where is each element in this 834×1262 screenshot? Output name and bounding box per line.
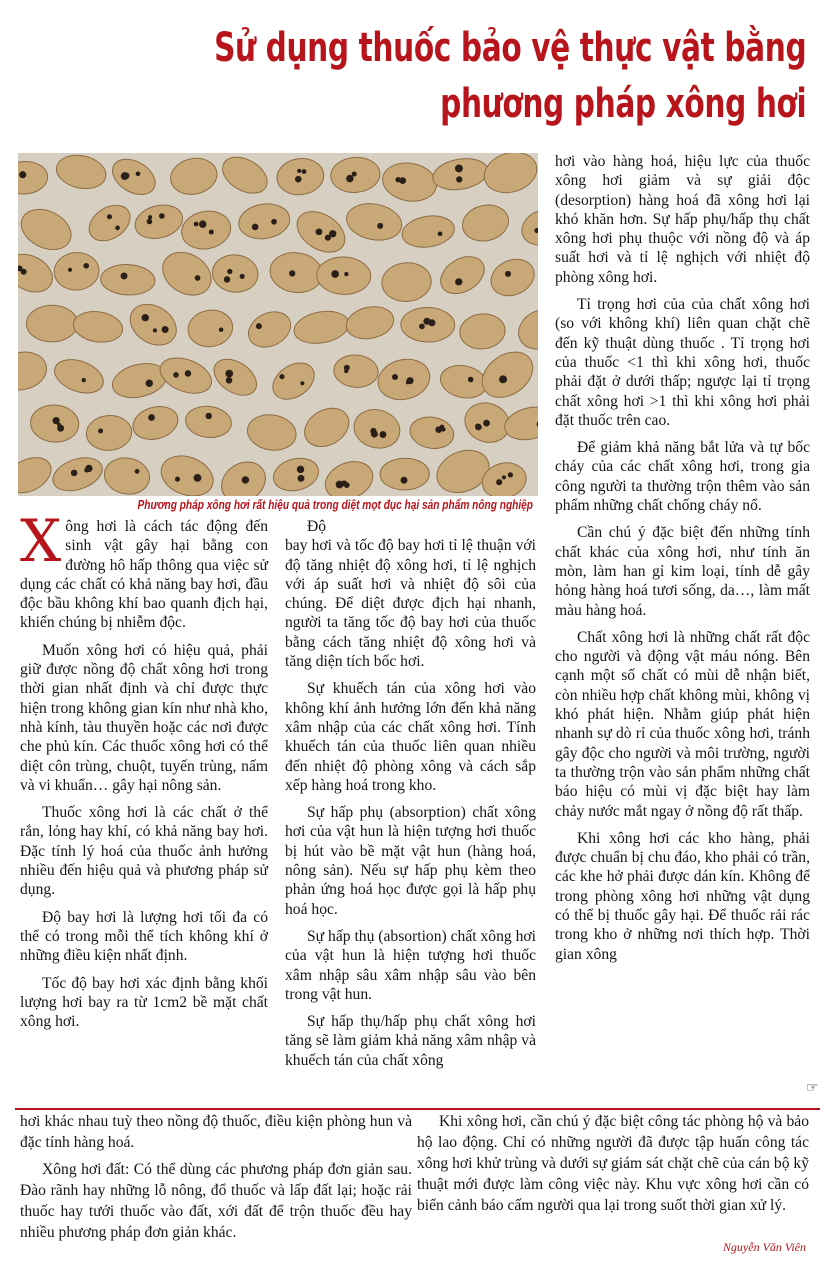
bean <box>211 253 260 295</box>
bore-hole <box>300 381 304 385</box>
bean <box>270 454 322 496</box>
paragraph-8: Sự hấp phụ (absorption) chất xông hơi của vật hun là hiện tượng hơi thuốc bị hút vào bề mặt vật hun (hàng hoá, nông sản). Nếu sự hấp phụ kèm theo phản ứng hoá học được gọi là hấp phụ hoá học. <box>285 804 536 918</box>
paragraph-2: Muốn xông hơi có hiệu quả, phải giữ được nồng độ chất xông hơi trong thời gian nhất định và chỉ được thực hiện trong không gian kín như nhà kho, nhà kính, tàu thuyền hoặc các nơi được che phủ kín. Các thuốc xông hơi có thể diệt côn trùng, chuột, tuyến trùng, nấm và vi khuẩn… gây hại nông sản. <box>20 641 268 794</box>
bean <box>344 199 405 244</box>
bean <box>71 308 124 345</box>
bean <box>316 256 371 295</box>
paragraph-1: Xông hơi là cách tác động đến sinh vật gây hại bằng con đường hô hấp thông qua việc sử dụng các chất có khả năng bay hơi, đầu độc bầu không khí bao quanh địch hại, khiến chúng bị nhiễm độc. <box>20 507 268 632</box>
bore-hole <box>377 223 383 229</box>
bean <box>459 201 512 246</box>
bean <box>185 307 235 350</box>
bore-hole <box>159 213 165 219</box>
bean <box>458 312 507 351</box>
bean <box>18 347 50 394</box>
bore-hole <box>279 374 284 379</box>
bore-hole <box>271 219 277 225</box>
bore-hole <box>302 169 307 174</box>
bore-hole <box>224 276 230 282</box>
bore-hole <box>336 481 344 489</box>
bore-hole <box>173 372 179 378</box>
bean <box>434 249 491 301</box>
bore-hole <box>136 171 141 176</box>
bean <box>214 454 273 496</box>
paragraph-15: Chất xông hơi là những chất rất độc cho người và động vật máu nóng. Bên cạnh một số chất có mùi dễ nhận biết, còn nhiều hợp chất không mùi, không vị khó phát hiện. Nhằm giúp phát hiện nhanh sự dò rỉ của thuốc xông hơi, tránh gây độc cho người và môi trường, người ta thường trộn vào sản phẩm những chất báo hiệu có mùi vị đặc biệt hay làm chảy nước mắt ngay ở nồng độ rất thấp. <box>555 628 810 820</box>
bore-hole <box>185 370 192 377</box>
bean <box>129 402 182 445</box>
bore-hole <box>83 263 89 269</box>
bean <box>216 153 273 201</box>
bore-hole <box>344 272 348 276</box>
bore-hole <box>107 214 112 219</box>
bore-hole <box>401 477 408 484</box>
paragraph-10: Sự hấp thụ/hấp phụ chất xông hơi tăng sẽ làm giảm khả năng xâm nhập và khuếch tán của chất xông <box>285 1013 536 1069</box>
paragraph-17: hơi khác nhau tuỳ theo nồng độ thuốc, điều kiện phòng hun và đặc tính hàng hoá. <box>20 1113 412 1151</box>
bean <box>474 343 538 407</box>
bean <box>49 452 107 496</box>
paragraph-14: Cần chú ý đặc biệt đến những tính chất khác của xông hơi, như tính ăn mòn, làm han gỉ kim loại, tính dễ gây hỏng hàng hoá tươi sống, da…, làm mất màu hàng hoá. <box>555 524 810 619</box>
paragraph-16: Khi xông hơi các kho hàng, phải được chuẩn bị chu đáo, kho phải có trần, các khe hở phải được dán kín. Không để trong phòng xông hơi những vật dụng có thể bị thuốc gây hại. Để thuốc rải rác trong kho ở những nơi thích hợp. Thời gian xông <box>555 829 810 963</box>
bean <box>167 154 220 198</box>
paragraph-5: Tốc độ bay hơi xác định bằng khối lượng hơi bay ra từ 1cm2 bề mặt chất xông hơi. <box>20 974 268 1031</box>
bottom-column-left <box>20 1111 412 1249</box>
continue-hand-icon: ☞ <box>806 1080 819 1096</box>
bore-hole <box>115 226 120 231</box>
bore-hole <box>371 431 378 438</box>
bore-hole <box>468 377 474 383</box>
bean <box>266 355 321 406</box>
paragraph-19: Khi xông hơi, cần chú ý đặc biệt công tác phòng hộ và bảo hộ lao động. Chỉ có những người đã được tập huấn công tác xông hơi khử trùng và dưới sự giám sát chặt chẽ của cán bộ kỹ thuật mới được làm công việc này. Khu vực xông hơi cần có biển cảnh báo cấm người qua lại trong suốt thời gian xử lý. <box>417 1113 809 1214</box>
bean <box>102 454 153 496</box>
bore-hole <box>256 323 262 329</box>
bore-hole <box>148 414 155 421</box>
paragraph-7: Sự khuếch tán của xông hơi vào không khí ảnh hưởng lớn đến khả năng xâm nhập của các chất xông hơi. Tính khuếch tán của thuốc liên quan nhiều đến nhiệt độ phòng xông và cách sắp xếp hàng hoá trong kho. <box>285 680 536 794</box>
bore-hole <box>456 176 462 182</box>
bean <box>275 156 326 197</box>
bean <box>333 353 380 389</box>
bean <box>131 200 186 243</box>
bean <box>401 307 455 343</box>
bore-hole <box>329 230 336 237</box>
section-divider <box>15 1108 820 1110</box>
drop-cap: X <box>20 507 62 575</box>
bore-hole <box>98 428 103 433</box>
bore-hole <box>505 271 511 277</box>
bore-hole <box>142 314 149 321</box>
bore-hole <box>344 369 348 373</box>
bean <box>343 303 396 343</box>
bean <box>26 305 77 342</box>
column-1 <box>20 507 268 1039</box>
bean <box>83 198 137 248</box>
bore-hole <box>297 169 301 173</box>
bore-hole <box>121 273 128 280</box>
title-line-1: Sử dụng thuốc bảo vệ thực vật bằng <box>213 25 806 71</box>
paragraph-12: Tỉ trọng hơi của của chất xông hơi (so với không khí) liên quan chặt chẽ đến kỹ thuật dùng thuốc . Tỉ trọng hơi của thuốc <1 thì khi xông hơi, thuốc phải đặt ở dưới thấp; ngược lại tỉ trọng chất xông hơi >1 thì khi xông hơi phải đặt thuốc trên cao. <box>555 296 810 429</box>
column-3 <box>555 152 810 972</box>
bore-hole <box>344 482 350 488</box>
bore-hole <box>219 327 224 332</box>
bean <box>85 414 133 452</box>
bore-hole <box>346 175 353 182</box>
bean <box>184 404 233 440</box>
bore-hole <box>227 269 232 274</box>
bean <box>479 153 538 199</box>
bore-hole <box>380 431 387 438</box>
bean <box>408 414 457 452</box>
bean <box>380 159 440 205</box>
bore-hole <box>71 470 78 477</box>
bore-hole <box>68 268 72 272</box>
bore-hole <box>194 474 202 482</box>
paragraph-13: Để giảm khả năng bắt lửa và tự bốc cháy của các chất xông hơi, trong gia công người ta thường trộn thêm vào sản phẩm những chất chống cháy nổ. <box>555 439 810 515</box>
bean <box>207 352 263 403</box>
bore-hole <box>85 465 92 472</box>
bore-hole <box>195 275 201 281</box>
bore-hole <box>206 413 212 419</box>
bean <box>155 244 219 304</box>
bore-hole <box>226 377 233 384</box>
bean <box>268 249 325 295</box>
bore-hole <box>225 370 233 378</box>
bean <box>106 153 161 202</box>
bore-hole <box>419 323 425 329</box>
bean <box>485 253 538 303</box>
bore-hole <box>407 377 414 384</box>
paragraph-6: bay hơi và tốc độ bay hơi tỉ lệ thuận với độ tăng nhiệt độ xông hơi, tỉ lệ nghịch với áp suất hơi và nhiệt độ sôi của chúng. Để diệt được địch hại nhanh, người ta tăng tốc độ bay hơi của thuốc bằng cách tăng nhiệt độ xông hơi và tăng diện tích bốc hơi. <box>285 537 536 671</box>
author-byline: Nguyễn Văn Viên <box>722 1240 806 1254</box>
bean <box>512 302 538 357</box>
paragraph-11: hơi vào hàng hoá, hiệu lực của thuốc xông hơi giảm và sự giải độc (desorption) hàng hoá đã xông hơi lại khó khăn hơn. Sự hấp phụ/hấp thụ chất xông hơi phụ thuộc với nồng độ và áp suất hơi và tỉ lệ nghịch với nhiệt độ phòng xông hơi. <box>555 153 810 286</box>
bean <box>291 307 351 347</box>
bore-hole <box>199 220 207 228</box>
bore-hole <box>483 420 490 427</box>
bean <box>53 153 109 193</box>
bean <box>18 202 78 258</box>
bore-hole <box>352 172 357 177</box>
bore-hole <box>240 274 245 279</box>
column-2 <box>285 517 536 1078</box>
bore-hole <box>123 173 129 179</box>
bean <box>178 207 234 253</box>
bean <box>245 411 299 453</box>
bean <box>18 451 57 496</box>
bean <box>381 261 433 303</box>
bore-hole <box>194 222 199 227</box>
bore-hole <box>455 164 463 172</box>
bore-hole <box>423 318 430 325</box>
bore-hole <box>153 328 157 332</box>
bore-hole <box>496 479 502 485</box>
bean <box>516 203 538 251</box>
paragraph-9: Sự hấp thụ (absortion) chất xông hơi của vật hun là hiện tượng hơi thuốc xâm nhập sâu xâm nhập sâu vào bên trong vật hun. <box>285 927 536 1003</box>
photo-caption: Phương pháp xông hơi rất hiệu quả trong diệt mọt đục hại sản phẩm nông nghiệp <box>137 497 533 512</box>
bore-hole <box>475 424 482 431</box>
bore-hole <box>146 380 153 387</box>
beans-illustration <box>18 153 538 496</box>
bore-hole <box>499 375 507 383</box>
bore-hole <box>316 228 323 235</box>
article-title <box>214 20 806 132</box>
bottom-column-right <box>417 1111 809 1222</box>
bean <box>430 155 490 194</box>
bore-hole <box>508 472 513 477</box>
bore-hole <box>295 176 302 183</box>
bore-hole <box>82 378 86 382</box>
bore-hole <box>502 475 506 479</box>
bore-hole <box>297 466 304 473</box>
bore-hole <box>440 425 445 430</box>
bean <box>53 251 100 291</box>
bore-hole <box>57 423 61 427</box>
bore-hole <box>298 475 305 482</box>
bore-hole <box>135 469 140 474</box>
bore-hole <box>399 177 406 184</box>
bean <box>380 458 430 490</box>
bore-hole <box>289 270 295 276</box>
bean <box>350 405 405 454</box>
bean <box>298 400 356 454</box>
bean <box>100 263 156 296</box>
bore-hole <box>21 269 27 275</box>
bore-hole <box>455 278 462 285</box>
bore-hole <box>162 326 169 333</box>
bean <box>400 212 457 251</box>
bore-hole <box>252 224 259 231</box>
bean <box>50 353 108 399</box>
beans-photo <box>18 153 538 496</box>
paragraph-18: Xông hơi đất: Có thể dùng các phương pháp đơn giản sau. Đào rãnh hay những lỗ nông, đổ thuốc và lấp đất lại; hoặc rải thuốc hay tưới thuốc vào đất, xới đất để trộn thuốc đều hay nhiều phương pháp đơn giản khác. <box>20 1161 412 1241</box>
bore-hole <box>175 477 180 482</box>
paragraph-4: Độ bay hơi là lượng hơi tối đa có thể có trong mỗi thể tích không khí ở những điều kiện nhất định. <box>20 908 268 965</box>
bean <box>243 305 297 354</box>
bean <box>155 449 218 496</box>
bean <box>123 296 184 353</box>
bore-hole <box>438 232 443 237</box>
paragraph-3: Thuốc xông hơi là các chất ở thể rắn, lỏng hay khí, có khả năng bay hơi. Đặc tính lý hoá của thuốc ảnh hưởng nhiều đến hiệu quả và phương pháp sử dụng. <box>20 804 268 899</box>
bean <box>501 402 538 444</box>
title-line-2: phương pháp xông hơi <box>439 81 806 127</box>
bore-hole <box>331 270 339 278</box>
paragraph-lead: Độ <box>307 518 327 535</box>
bore-hole <box>242 476 249 483</box>
bean <box>320 455 379 496</box>
bore-hole <box>19 171 26 178</box>
bore-hole <box>209 229 214 234</box>
bore-hole <box>392 374 398 380</box>
bore-hole <box>148 215 152 219</box>
beans-group <box>18 153 538 496</box>
bean <box>236 201 292 243</box>
bean <box>374 354 434 405</box>
bore-hole <box>147 219 153 225</box>
